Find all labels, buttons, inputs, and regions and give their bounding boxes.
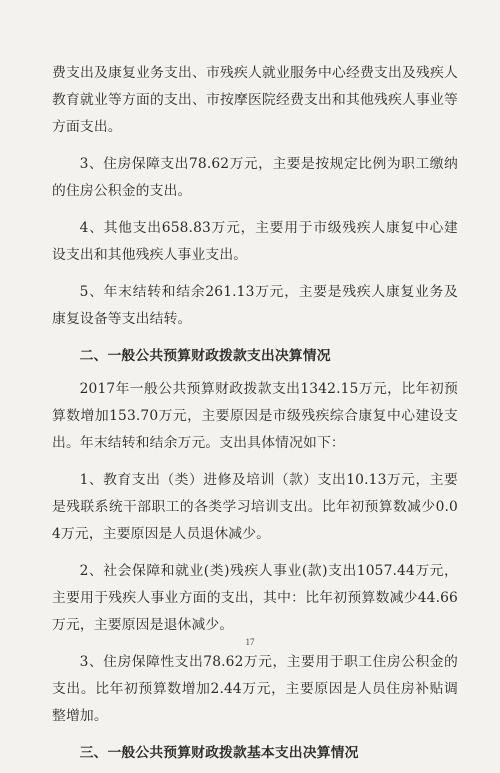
- paragraph-year-end-balance: 5、年末结转和结余261.13万元，主要是残疾人康复业务及康复设备等支出结转。: [52, 284, 458, 327]
- paragraph-education-expense: 1、教育支出（类）进修及培训（款）支出10.13万元，主要是残联系统干部职工的各类学习培训支出。比年初预算数减少0.04万元，主要原因是人员退休减少。: [52, 472, 458, 542]
- paragraph-other-expense: 4、其他支出658.83万元，主要用于市级残疾人康复中心建设支出和其他残疾人事业支出。: [52, 220, 458, 263]
- document-body: [52, 60, 458, 773]
- paragraph-housing-security-expense: 3、住房保障性支出78.62万元，主要用于职工住房公积金的支出。比年初预算数增加2.44万元，主要原因是人员住房补贴调整增加。: [52, 654, 458, 724]
- paragraph-budget-overview: 2017年一般公共预算财政拨款支出1342.15万元，比年初预算数增加153.70万元，主要原因是市级残疾综合康复中心建设支出。年末结转和结余万元。支出具体情况如下：: [52, 381, 458, 451]
- paragraph-continuation: 费支出及康复业务支出、市残疾人就业服务中心经费支出及残疾人教育就业等方面的支出、市按摩医院经费支出和其他残疾人事业等方面支出。: [52, 65, 458, 135]
- paragraph-social-security-expense: 2、社会保障和就业(类)残疾人事业(款)支出1057.44万元，主要用于残疾人事业方面的支出，其中：比年初预算数减少44.66万元，主要原因是退休减少。: [52, 563, 458, 633]
- paragraph-housing-expense: 3、住房保障支出78.62万元，主要是按规定比例为职工缴纳的住房公积金的支出。: [52, 156, 458, 199]
- section-heading-3: 三、一般公共预算财政拨款基本支出决算情况: [79, 745, 359, 761]
- page-number: 17: [245, 637, 255, 647]
- section-heading-2: 二、一般公共预算财政拨款支出决算情况: [79, 348, 331, 364]
